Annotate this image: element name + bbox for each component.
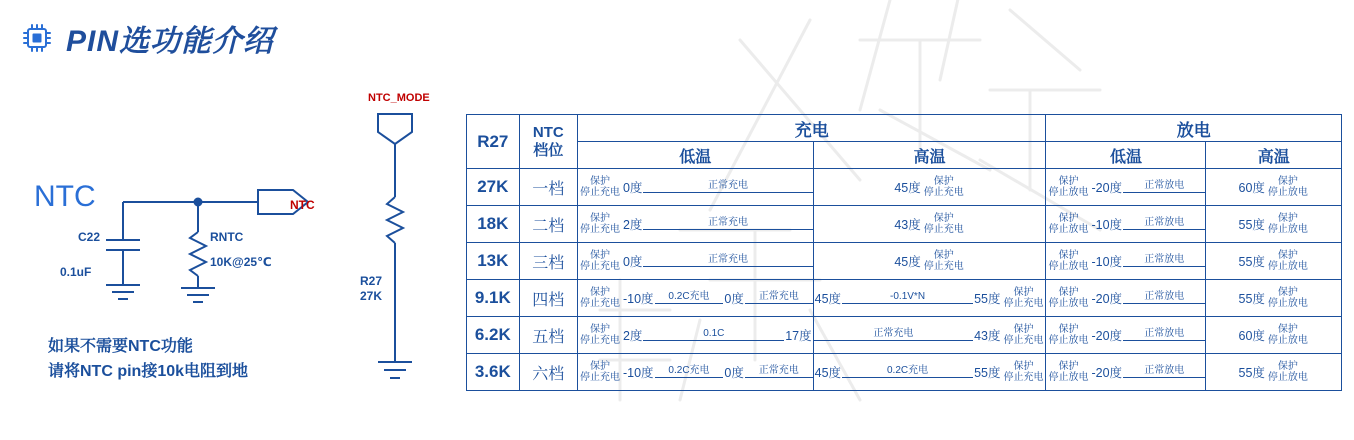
cell-discharge-low: [1046, 280, 1206, 317]
charge-mid-line: 正常充电: [643, 181, 812, 193]
charge-high-temp: 45度: [894, 181, 921, 195]
cell-discharge-high: [1206, 243, 1342, 280]
discharge-low-protect: 保护 停止放电: [1048, 176, 1089, 198]
capacitor-ref-label: C22: [78, 230, 101, 244]
cell-discharge-high: [1206, 206, 1342, 243]
cell-charge-high: [813, 206, 1046, 243]
rntc-value-label: 10K@25℃: [210, 255, 272, 269]
charge-low-protect: 保护 停止充电: [579, 213, 620, 235]
cell-gear: 一档: [519, 169, 577, 206]
header-r27: R27: [467, 115, 520, 169]
charge-low-protect: 保护 停止充电: [579, 250, 620, 272]
charge-low-protect: 保护 停止充电: [579, 176, 620, 198]
cell-discharge-low: [1046, 317, 1206, 354]
cell-gear: 四档: [519, 280, 577, 317]
discharge-low-protect: 保护 停止放电: [1048, 287, 1089, 309]
table-body: [467, 169, 1342, 391]
discharge-low-protect: 保护 停止放电: [1048, 213, 1089, 235]
discharge-low-protect: 保护 停止放电: [1048, 250, 1089, 272]
cell-charge-high: [813, 317, 1046, 354]
table-row: [467, 206, 1342, 243]
cell-discharge-low: [1046, 354, 1206, 391]
discharge-mid-line: 正常放电: [1123, 255, 1205, 267]
table-row: [467, 280, 1342, 317]
charge-mid1-temp: 0度: [724, 366, 744, 380]
charge-seg3-line: 0.2C充电: [842, 366, 973, 378]
cell-r27: 9.1K: [467, 280, 520, 317]
table-row: [467, 354, 1342, 391]
charge-mid-line: 正常充电: [745, 366, 813, 378]
cell-charge-high: [813, 243, 1046, 280]
cell-discharge-high: [1206, 169, 1342, 206]
discharge-low-temp: -20度: [1091, 181, 1123, 195]
discharge-low-protect: 保护 停止放电: [1048, 324, 1089, 346]
discharge-low-temp: -10度: [1091, 218, 1123, 232]
charge-high-temp: 55度: [974, 292, 1001, 306]
discharge-high-temp: 55度: [1238, 366, 1265, 380]
charge-low-temp: 2度: [622, 329, 643, 343]
table-row: [467, 243, 1342, 280]
header-discharge-low: 低温: [1046, 142, 1206, 169]
header-ntc-gear: [519, 115, 577, 169]
ntc-note-line1: 如果不需要NTC功能: [48, 338, 193, 355]
charge-high-temp: 55度: [974, 366, 1001, 380]
cell-discharge-low: [1046, 206, 1206, 243]
cell-charge-high: [813, 354, 1046, 391]
charge-high-temp: 45度: [894, 255, 921, 269]
charge-mid-line: 正常充电: [643, 218, 812, 230]
charge-mid-line-2: 正常充电: [814, 329, 973, 341]
page-title-bar: [20, 16, 274, 60]
charge-seg1-line: 0.2C充电: [655, 292, 724, 304]
ntc-schematic-left: [18, 160, 378, 410]
charge-seg1-line: 0.1C: [643, 329, 784, 341]
discharge-low-protect: 保护 停止放电: [1048, 361, 1089, 383]
charge-seg3-line: -0.1V*N: [842, 292, 973, 304]
ntc-block-label: NTC: [34, 180, 96, 213]
charge-low-temp: 2度: [622, 218, 643, 232]
cell-gear: 三档: [519, 243, 577, 280]
discharge-high-protect: 保护 停止放电: [1267, 213, 1308, 235]
header-discharge: 放电: [1046, 115, 1342, 142]
table-row: [467, 317, 1342, 354]
cell-r27: 3.6K: [467, 354, 520, 391]
rntc-ref-label: RNTC: [210, 230, 244, 244]
ntc-mode-schematic: [360, 92, 460, 412]
discharge-high-temp: 60度: [1238, 329, 1265, 343]
discharge-mid-line: 正常放电: [1123, 218, 1205, 230]
cell-discharge-high: [1206, 280, 1342, 317]
discharge-high-temp: 55度: [1238, 255, 1265, 269]
cell-r27: 6.2K: [467, 317, 520, 354]
cell-discharge-high: [1206, 354, 1342, 391]
charge-high-temp: 43度: [894, 218, 921, 232]
discharge-low-temp: -20度: [1091, 366, 1123, 380]
charge-low-protect: 保护 停止充电: [579, 324, 620, 346]
cell-r27: 13K: [467, 243, 520, 280]
charge-high-protect: 保护 停止充电: [923, 176, 964, 198]
charge-high-protect: 保护 停止充电: [1003, 287, 1044, 309]
discharge-high-protect: 保护 停止放电: [1267, 361, 1308, 383]
cell-charge-high: [813, 280, 1046, 317]
header-charge-high: 高温: [813, 142, 1046, 169]
charge-high-protect: 保护 停止充电: [1003, 324, 1044, 346]
cell-charge-low: [577, 280, 813, 317]
cell-gear: 五档: [519, 317, 577, 354]
charge-mid2-temp: 45度: [814, 366, 842, 380]
discharge-high-protect: 保护 停止放电: [1267, 250, 1308, 272]
cell-charge-low: [577, 206, 813, 243]
ntc-pin-net-label: NTC: [290, 198, 315, 212]
charge-high-protect: 保护 停止充电: [923, 250, 964, 272]
header-charge: 充电: [577, 115, 1046, 142]
r27-value-label: 27K: [360, 289, 383, 303]
charge-seg1-line: 0.2C充电: [655, 366, 724, 378]
capacitor-value-label: 0.1uF: [60, 265, 92, 279]
charge-mid-line: 正常充电: [745, 292, 813, 304]
page-title: PIN选功能介绍: [66, 25, 275, 58]
charge-mid1-temp: 0度: [724, 292, 744, 306]
discharge-high-protect: 保护 停止放电: [1267, 324, 1308, 346]
ntc-mode-net-label: NTC_MODE: [368, 92, 430, 104]
table-header: [467, 115, 1342, 169]
charge-mid2-temp: 45度: [814, 292, 842, 306]
charge-low-temp: 0度: [622, 255, 643, 269]
charge-high-temp: 43度: [974, 329, 1001, 343]
cell-gear: 二档: [519, 206, 577, 243]
cell-gear: 六档: [519, 354, 577, 391]
charge-low-temp: -10度: [622, 292, 654, 306]
charge-high-protect: 保护 停止充电: [923, 213, 964, 235]
ntc-note: [48, 335, 248, 385]
discharge-low-temp: -20度: [1091, 329, 1123, 343]
charge-low-temp: -10度: [622, 366, 654, 380]
charge-mid1-temp: 17度: [785, 329, 812, 343]
charge-low-temp: 0度: [622, 181, 643, 195]
discharge-low-temp: -20度: [1091, 292, 1123, 306]
charge-low-protect: 保护 停止充电: [579, 361, 620, 383]
r27-ref-label: R27: [360, 274, 383, 288]
table-header-row-2: [467, 142, 1342, 169]
ntc-note-line2: 请将NTC pin接10k电阻到地: [48, 362, 249, 380]
header-charge-low: 低温: [577, 142, 813, 169]
table-header-row-1: [467, 115, 1342, 142]
table-row: [467, 169, 1342, 206]
cell-discharge-low: [1046, 169, 1206, 206]
cell-charge-low: [577, 169, 813, 206]
charge-mid-line: 正常充电: [643, 255, 812, 267]
cell-discharge-low: [1046, 243, 1206, 280]
discharge-mid-line: 正常放电: [1123, 292, 1205, 304]
header-ntc-gear-line2: 档位: [533, 141, 564, 159]
cell-charge-low: [577, 354, 813, 391]
header-ntc-gear-line1: NTC: [532, 124, 564, 142]
discharge-mid-line: 正常放电: [1123, 181, 1205, 193]
charge-low-protect: 保护 停止充电: [579, 287, 620, 309]
cell-charge-high: [813, 169, 1046, 206]
discharge-low-temp: -10度: [1091, 255, 1123, 269]
discharge-high-temp: 60度: [1238, 181, 1265, 195]
discharge-high-temp: 55度: [1238, 218, 1265, 232]
charge-high-protect: 保护 停止充电: [1003, 361, 1044, 383]
cell-charge-low: [577, 243, 813, 280]
header-discharge-high: 高温: [1206, 142, 1342, 169]
cell-r27: 18K: [467, 206, 520, 243]
discharge-mid-line: 正常放电: [1123, 329, 1205, 341]
discharge-mid-line: 正常放电: [1123, 366, 1205, 378]
cell-charge-low: [577, 317, 813, 354]
cell-discharge-high: [1206, 317, 1342, 354]
cell-r27: 27K: [467, 169, 520, 206]
discharge-high-protect: 保护 停止放电: [1267, 287, 1308, 309]
discharge-high-protect: 保护 停止放电: [1267, 176, 1308, 198]
ntc-gear-table: [466, 114, 1342, 391]
chip-icon: [20, 21, 54, 55]
discharge-high-temp: 55度: [1238, 292, 1265, 306]
